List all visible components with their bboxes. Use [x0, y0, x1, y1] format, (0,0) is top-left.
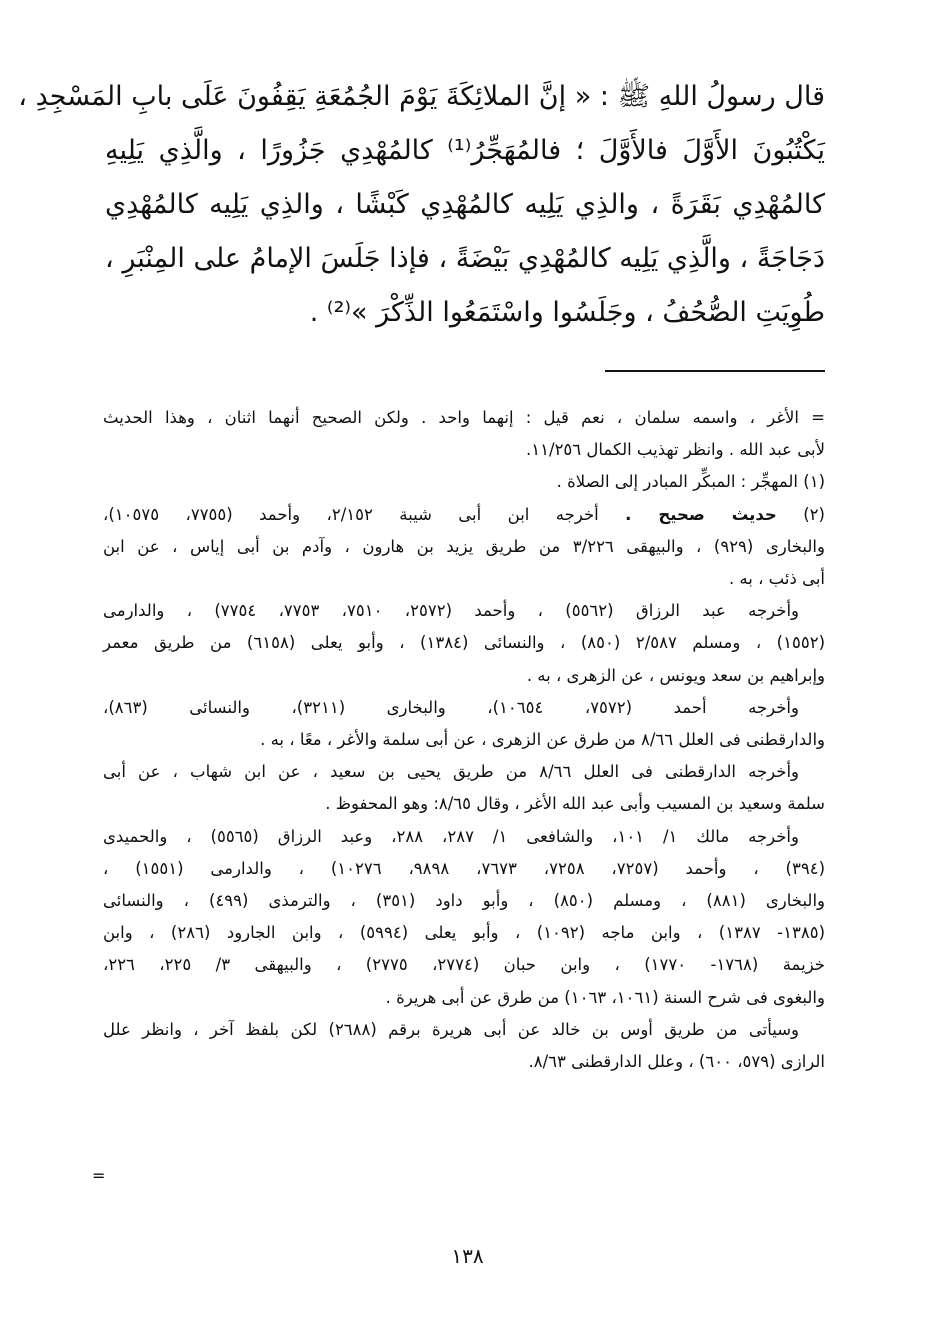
- footnote-2-first-line: [103, 499, 825, 531]
- footnote-1: (١) المهجِّر : المبكِّر المبادر إلى الصلاة .: [556, 472, 825, 492]
- hadith-line: كالمُهْدِي بَقَرَةً ، والذِي يَلِيه كالمُهْدِي كَبْشًا ، والذِي يَلِيه كالمُهْدِي: [105, 189, 825, 220]
- footnote-line: (٣٩٤) ، وأحمد (٧٢٥٧، ٧٢٥٨، ٧٦٧٣، ٩٨٩٨، ١٠٢٧٦) ، والدارمى (١٥٥١) ،: [103, 858, 826, 878]
- page-number: ١٣٨: [451, 1244, 484, 1268]
- hadith-line: طُوِيَتِ الصُّحُفُ ، وجَلَسُوا واسْتَمَعُوا الذِّكْرَ »⁽²⁾ .: [309, 297, 825, 328]
- footnote-line: وأخرجه الدارقطنى فى العلل ٨/٦٦ من طريق يحيى بن سعيد ، عن ابن شهاب ، عن أبى: [103, 762, 800, 782]
- footnote-line: وأخرجه أحمد (٧٥٧٢، ١٠٦٥٤)، والبخارى (٣٢١١)، والنسائى (٨٦٣)،: [103, 697, 799, 717]
- footnote-line: والدارقطنى فى العلل ٨/٦٦ من طرق عن الزهرى ، عن أبى سلمة والأغر ، معًا ، به .: [260, 730, 825, 750]
- footnote-2-text: أخرجه ابن أبى شيبة ٢/١٥٢، وأحمد (٧٧٥٥، ١٠٥٧٥)،: [103, 504, 599, 524]
- hadith-text: [18, 70, 825, 340]
- hadith-line: دَجَاجَةً ، والَّذِي يَلِيه كالمُهْدِي بَيْضَةً ، فإذا جَلَسَ الإمامُ على المِنْبَرِ ،: [105, 243, 825, 274]
- hadith-line: قال رسولُ اللهِ ﷺ : « إنَّ الملائِكَةَ يَوْمَ الجُمُعَةِ يَقِفُونَ عَلَى بابِ المَسْجِدِ ،: [18, 81, 825, 112]
- footnote-line: لأبى عبد الله . وانظر تهذيب الكمال ١١/٢٥٦.: [526, 440, 825, 460]
- footnote-line: وإبراهيم بن سعد ويونس ، عن الزهرى ، به .: [526, 665, 825, 685]
- footnote-line: (١٣٨٥- ١٣٨٧) ، وابن ماجه (١٠٩٢) ، وأبو يعلى (٥٩٩٤) ، وابن الجارود (٢٨٦) ، وابن: [103, 923, 825, 943]
- hadith-line: يَكْتُبُونَ الأَوَّلَ فالأَوَّلَ ؛ فالمُهَجِّرُ⁽¹⁾ كالمُهْدِي جَزُورًا ، والَّذِي يَلِيهِ: [105, 135, 825, 166]
- continuation-mark: =: [92, 1166, 106, 1185]
- footnotes: [103, 402, 825, 1078]
- footnote-2-grade: حديث صحيح .: [625, 504, 777, 524]
- footnote-2-number: (٢): [803, 504, 825, 524]
- footnote-line: أبى ذئب ، به .: [728, 569, 825, 589]
- footnote-separator: [605, 370, 825, 372]
- footnote-line: (١٥٥٢) ، ومسلم ٢/٥٨٧ (٨٥٠) ، والنسائى (١٣٨٤) ، وأبو يعلى (٦١٥٨) من طريق معمر: [103, 633, 825, 653]
- footnote-line: سلمة وسعيد بن المسيب وأبى عبد الله الأغر ، وقال ٨/٦٥: وهو المحفوظ .: [325, 794, 825, 814]
- footnote-line: وسيأتى من طريق أوس بن خالد عن أبى هريرة برقم (٢٦٨٨) لكن بلفظ آخر ، وانظر علل: [103, 1019, 799, 1039]
- footnote-line: وأخرجه عبد الرزاق (٥٥٦٢) ، وأحمد (٢٥٧٢، ٧٥١٠، ٧٧٥٣، ٧٧٥٤) ، والدارمى: [103, 601, 800, 621]
- footnote-line: والبخارى (٩٢٩) ، والبيهقى ٣/٢٢٦ من طريق يزيد بن هارون ، وآدم بن أبى إياس ، عن ابن: [103, 536, 825, 556]
- footnote-line: والبخارى (٨٨١) ، ومسلم (٨٥٠) ، وأبو داود (٣٥١) ، والترمذى (٤٩٩) ، والنسائى: [103, 891, 825, 911]
- footnote-line: وأخرجه مالك ١/ ١٠١، والشافعى ١/ ٢٨٧، ٢٨٨، وعبد الرزاق (٥٥٦٥) ، والحميدى: [103, 826, 799, 846]
- footnote-line: الرازى (٥٧٩، ٦٠٠) ، وعلل الدارقطنى ٨/٦٣.: [528, 1052, 825, 1072]
- footnote-line: خزيمة (١٧٦٨- ١٧٧٠) ، وابن حبان (٢٧٧٤، ٢٧٧٥) ، والبيهقى ٣/ ٢٢٥، ٢٢٦،: [103, 955, 825, 975]
- footnote-line: = الأغر ، واسمه سلمان ، نعم قيل : إنهما واحد . ولكن الصحيح أنهما اثنان ، وهذا الحديث: [103, 408, 825, 427]
- footnote-line: والبغوى فى شرح السنة (١٠٦١، ١٠٦٣) من طرق عن أبى هريرة .: [385, 987, 825, 1007]
